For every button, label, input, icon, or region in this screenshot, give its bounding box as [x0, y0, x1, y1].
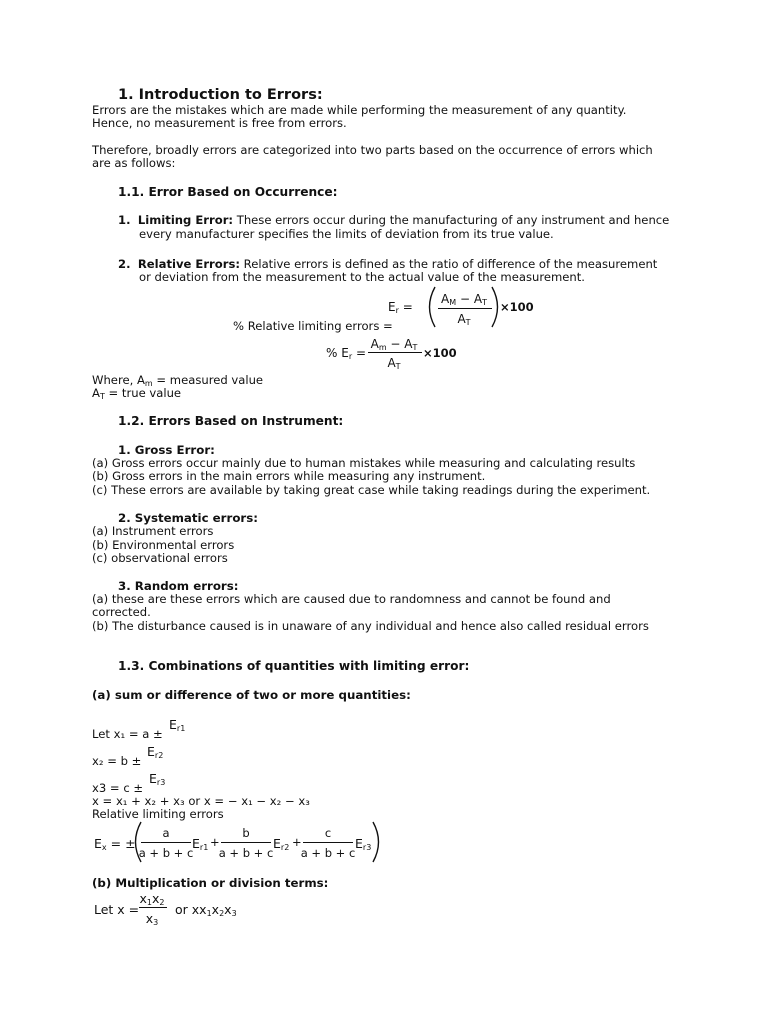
definition-text-line: every manufacturer specifies the limits of deviation from its true value.: [139, 227, 554, 241]
fraction-a-numerator: a: [162, 826, 170, 840]
random-error-item: (a) these are these errors which are caused due to randomness and cannot be found and: [92, 592, 611, 606]
categories-paragraph-line: are as follows:: [92, 156, 176, 170]
x-sum-line: x = x₁ + x₂ + x₃ or x = − x₁ − x₂ − x₃: [92, 794, 310, 808]
let-x1-line: Let x₁ = a ±: [92, 727, 163, 741]
systematic-error-item: (c) observational errors: [92, 551, 228, 565]
right-paren-icon: [370, 821, 382, 863]
definition-text: Relative errors is defined as the ratio of difference of the measurement: [240, 257, 658, 271]
list-number: 2.: [118, 257, 131, 271]
heading-sum-difference: (a) sum or difference of two or more quantities:: [92, 688, 411, 702]
error-symbol-er1: $E_{r1}$: [169, 717, 186, 733]
eq-multiplier: ×100: [500, 300, 534, 314]
where-true-value: $A_T$ = true value: [92, 386, 182, 401]
relative-limiting-errors-label: Relative limiting errors: [92, 807, 224, 821]
eq-numerator: $A_M - A_T$: [441, 292, 487, 307]
intro-paragraph-line: Hence, no measurement is free from errors.: [92, 116, 347, 130]
fraction-bar: [368, 352, 422, 353]
gross-error-item: (b) Gross errors in the main errors while measuring any instrument.: [92, 469, 486, 483]
random-error-item: (b) The disturbance caused is in unaware of any individual and hence also called residual errors: [92, 619, 649, 633]
fraction-denominator: a + b + c: [138, 846, 194, 860]
error-symbol-er2: $E_{r2}$: [147, 744, 164, 760]
term-limiting-error: Limiting Error:: [137, 213, 234, 227]
fraction-denominator: a + b + c: [300, 846, 356, 860]
fraction-bar: [141, 842, 191, 843]
fraction-bar: [303, 842, 353, 843]
eq-multiplier: ×100: [423, 346, 457, 360]
fraction-bar: [438, 308, 492, 309]
error-symbol-er1: $E_{r1}$: [192, 836, 209, 852]
error-symbol-er2: $E_{r2}$: [273, 836, 290, 852]
list-item-limiting-error: [118, 214, 669, 227]
eq-lhs: $E_r$ =: [388, 300, 413, 315]
definition-text-line: or deviation from the measurement to the actual value of the measurement.: [139, 270, 585, 284]
fraction-b-numerator: b: [242, 826, 250, 840]
eq-lhs: % $E_r$ =: [326, 346, 366, 361]
x2-line: x₂ = b ±: [92, 754, 142, 768]
where-measured-value: Where, $A_m$ = measured value: [92, 373, 264, 388]
intro-paragraph-line: Errors are the mistakes which are made while performing the measurement of any quantity.: [92, 103, 627, 117]
fraction-c-numerator: c: [324, 826, 332, 840]
eq-lhs: Let x =: [94, 902, 140, 917]
section-heading-introduction: 1. Introduction to Errors:: [118, 87, 323, 103]
heading-gross-error: 1. Gross Error:: [118, 443, 215, 457]
categories-paragraph-line: Therefore, broadly errors are categorized into two parts based on the occurrence of errors which: [92, 143, 653, 157]
percent-relative-label: % Relative limiting errors =: [233, 319, 393, 333]
eq-numerator: $A_m - A_T$: [370, 337, 418, 352]
fraction-bar: [139, 907, 167, 908]
error-symbol-er3: $E_{r3}$: [149, 771, 166, 787]
eq-lhs: $E_x$ = ±: [94, 836, 136, 852]
list-number: 1.: [118, 213, 131, 227]
subsection-heading-occurrence: 1.1. Error Based on Occurrence:: [118, 185, 338, 199]
systematic-error-item: (a) Instrument errors: [92, 524, 214, 538]
random-error-item: corrected.: [92, 605, 151, 619]
x3-line: x3 = c ±: [92, 781, 144, 795]
subsection-heading-combinations: 1.3. Combinations of quantities with limiting error:: [118, 659, 470, 673]
alternate-product: or $xx_1x_2x_3$: [175, 902, 237, 918]
gross-error-item: (c) These errors are available by taking great case while taking readings during the experiment.: [92, 483, 651, 497]
error-symbol-er3: $E_{r3}$: [355, 836, 372, 852]
eq-denominator: $A_T$: [457, 312, 471, 327]
heading-systematic-errors: 2. Systematic errors:: [118, 511, 258, 525]
heading-random-errors: 3. Random errors:: [118, 579, 239, 593]
term-relative-errors: Relative Errors:: [137, 257, 240, 271]
heading-multiplication-division: (b) Multiplication or division terms:: [92, 876, 329, 890]
eq-denominator: $A_T$: [387, 356, 401, 371]
product-numerator: $x_1x_2$: [139, 891, 165, 907]
gross-error-item: (a) Gross errors occur mainly due to human mistakes while measuring and calculating results: [92, 456, 636, 470]
subsection-heading-instrument: 1.2. Errors Based on Instrument:: [118, 414, 344, 428]
fraction-denominator: a + b + c: [218, 846, 274, 860]
product-denominator: $x_3$: [145, 911, 159, 927]
plus-sign: +: [292, 835, 302, 849]
plus-sign: +: [210, 835, 220, 849]
systematic-error-item: (b) Environmental errors: [92, 538, 235, 552]
fraction-bar: [221, 842, 271, 843]
definition-text: These errors occur during the manufacturing of any instrument and hence: [233, 213, 670, 227]
